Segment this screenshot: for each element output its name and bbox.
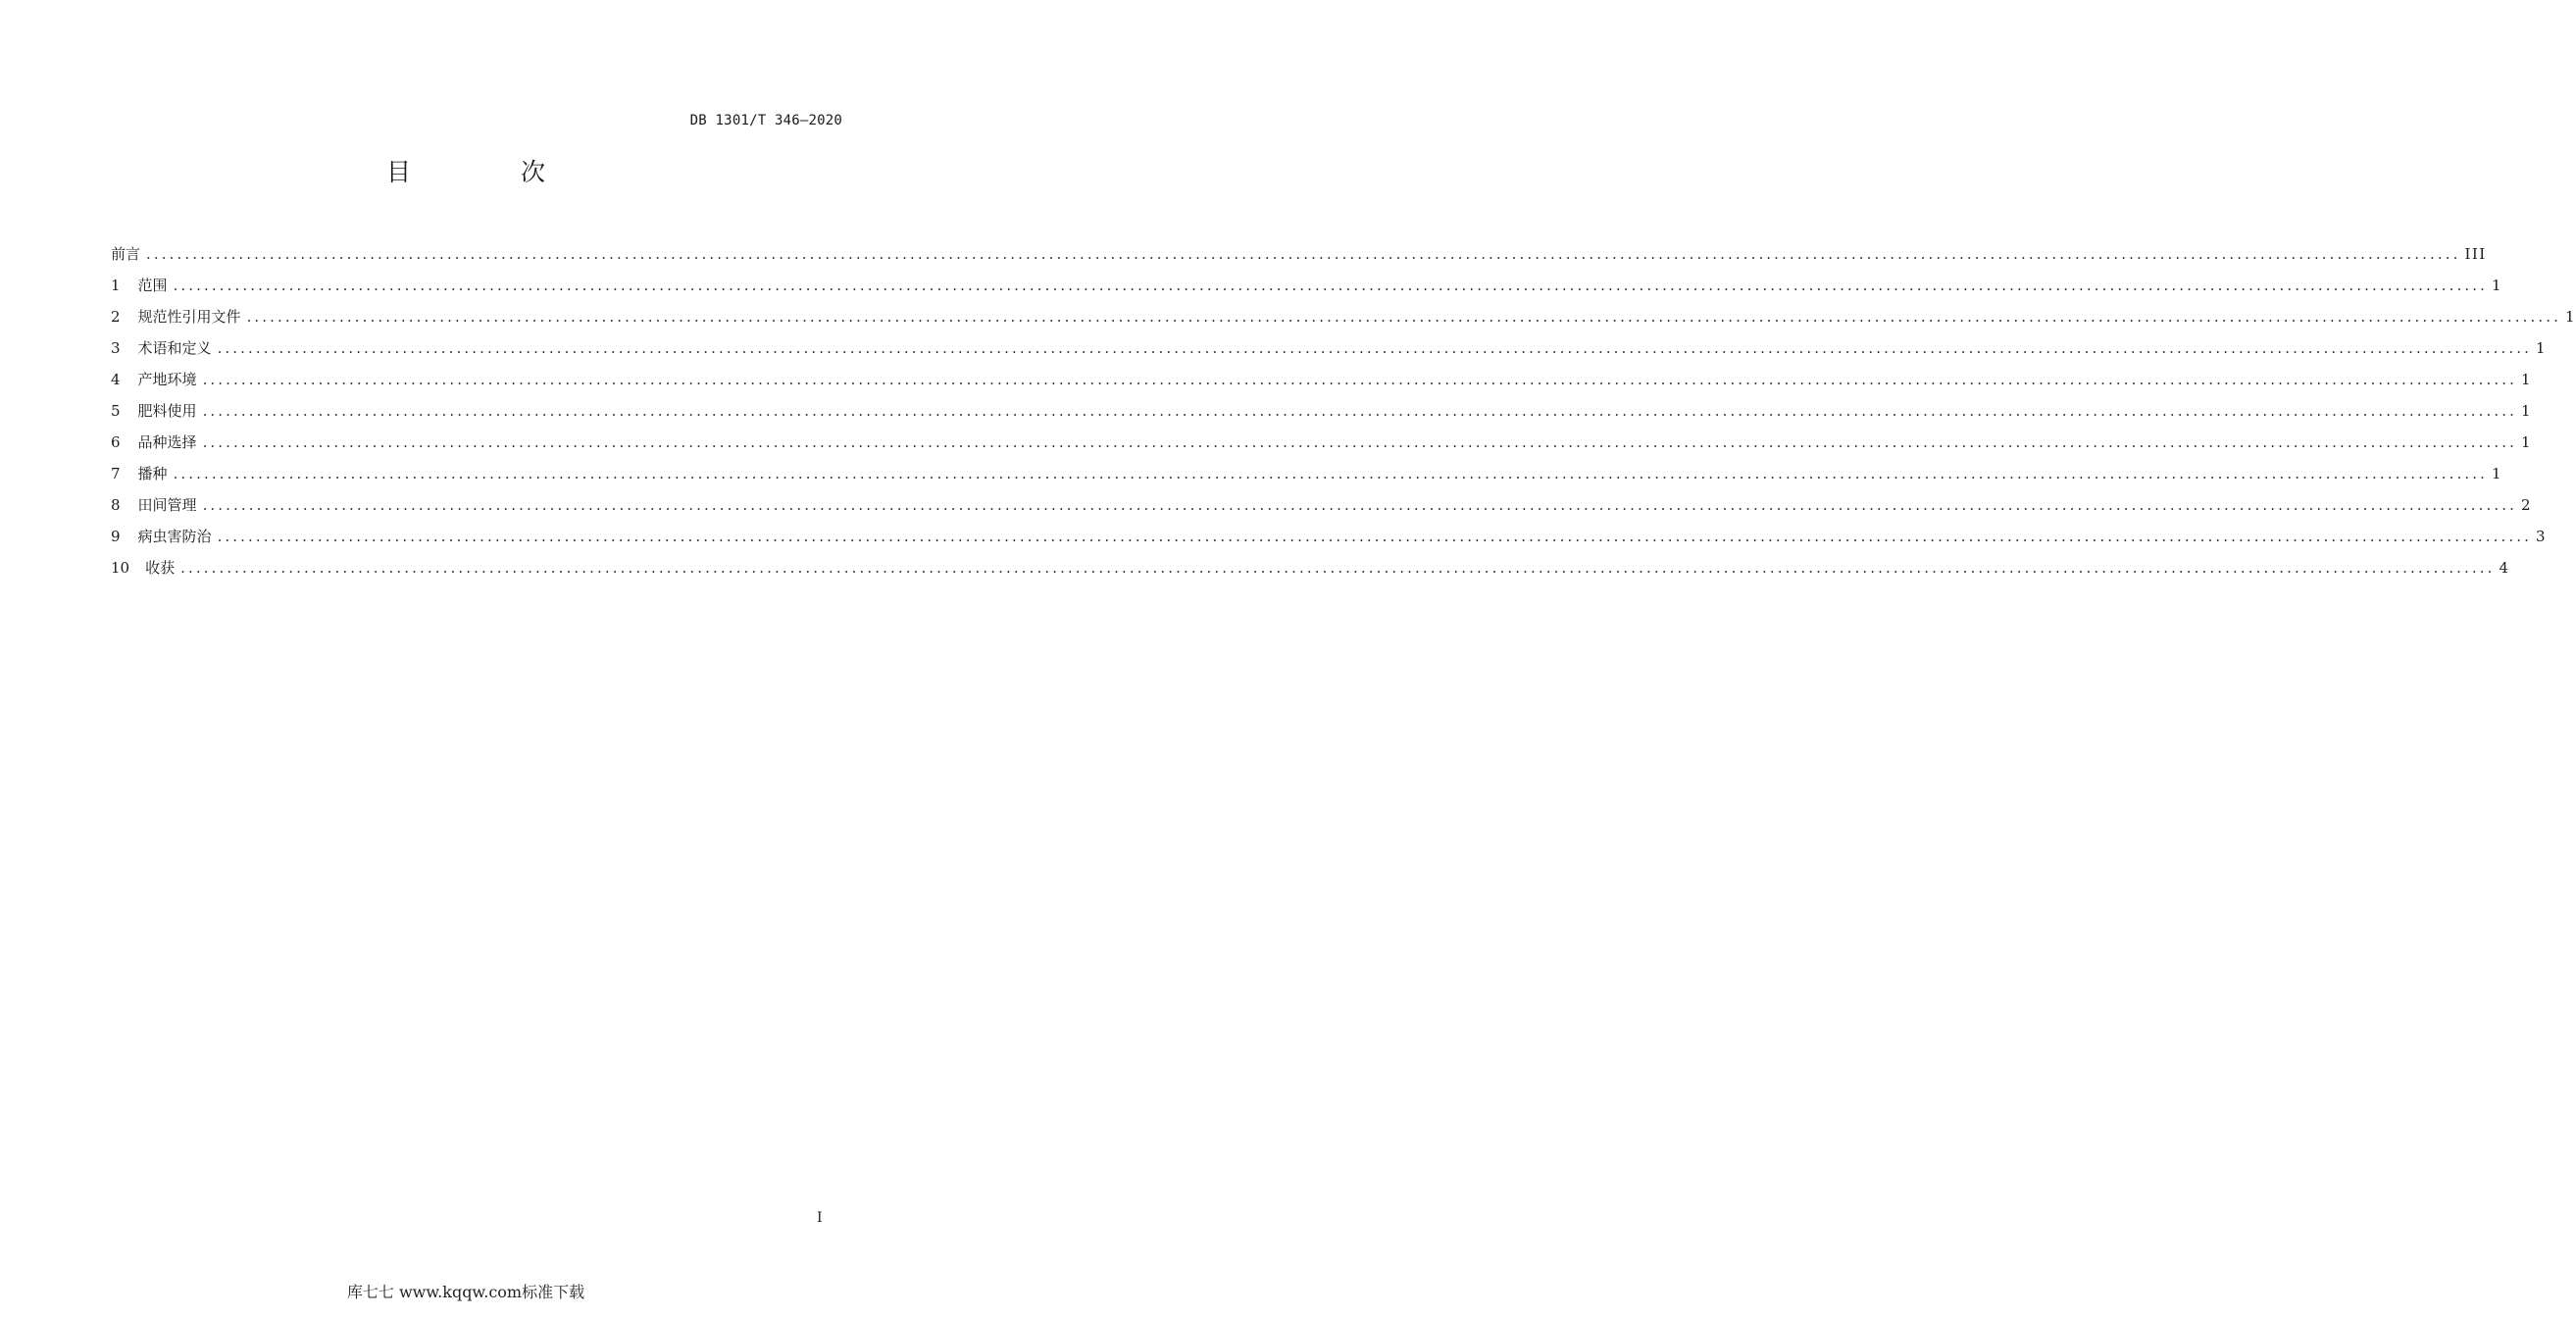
standard-code: DB 1301/T 346—2020 xyxy=(689,113,842,128)
toc-entry[interactable] xyxy=(111,238,2487,270)
toc-entry[interactable] xyxy=(111,395,2533,427)
toc-entry-page: III xyxy=(2464,245,2487,263)
toc-entry-number: 9 xyxy=(111,528,121,545)
toc-entry-number: 1 xyxy=(111,277,121,294)
watermark-text: 库七七 www.kqqw.com标准下载 xyxy=(346,1283,585,1301)
toc-leader-dots: ............................................................................................................................................................................................................................................................................................................ xyxy=(202,433,2517,451)
toc-entry[interactable] xyxy=(111,364,2533,395)
toc-entry-label: 品种选择 xyxy=(137,433,197,451)
toc-entry-number: 6 xyxy=(111,433,121,451)
toc-leader-dots: ............................................................................................................................................................................................................................................................................................................ xyxy=(217,528,2532,545)
toc-entry-page: 3 xyxy=(2535,528,2548,545)
toc-leader-dots: ............................................................................................................................................................................................................................................................................................................ xyxy=(202,496,2517,514)
toc-entry-number: 8 xyxy=(111,496,121,514)
toc-entry-label: 肥料使用 xyxy=(137,402,197,420)
toc-entry-page: 2 xyxy=(2520,496,2533,514)
toc-entry-number: 10 xyxy=(111,559,130,577)
toc-entry-number: 2 xyxy=(111,308,121,326)
toc-leader-dots: ............................................................................................................................................................................................................................................................................................................ xyxy=(173,277,2488,294)
toc-entry-label: 播种 xyxy=(137,465,168,482)
page-number: I xyxy=(817,1210,823,1226)
toc-leader-dots: ............................................................................................................................................................................................................................................................................................................ xyxy=(246,308,2561,326)
toc-entry-number: 4 xyxy=(111,371,121,388)
toc-entry[interactable] xyxy=(111,552,2510,583)
toc-entry[interactable] xyxy=(111,301,2576,332)
toc-entry-label: 病虫害防治 xyxy=(137,528,212,545)
toc-entry-label: 术语和定义 xyxy=(137,339,212,357)
toc-entry-number: 5 xyxy=(111,402,121,420)
toc-entry-page: 1 xyxy=(2491,277,2503,294)
toc-entry-page: 4 xyxy=(2499,559,2510,577)
toc-entry-label: 规范性引用文件 xyxy=(137,308,241,326)
toc-entry[interactable] xyxy=(111,521,2548,552)
toc-entry-label: 收获 xyxy=(145,559,176,577)
toc-entry-page: 1 xyxy=(2520,433,2533,451)
toc-leader-dots: ............................................................................................................................................................................................................................................................................................................ xyxy=(173,465,2488,482)
toc-entry-number: 7 xyxy=(111,465,121,482)
toc-entry-page: 1 xyxy=(2535,339,2548,357)
toc-entry-label: 前言 xyxy=(111,245,141,263)
toc-entry-label: 范围 xyxy=(137,277,168,294)
toc-entry[interactable] xyxy=(111,427,2533,458)
toc-entry-page: 1 xyxy=(2520,371,2533,388)
toc-entry[interactable] xyxy=(111,332,2548,364)
toc-leader-dots: ............................................................................................................................................................................................................................................................................................................ xyxy=(202,371,2517,388)
toc-leader-dots: ............................................................................................................................................................................................................................................................................................................ xyxy=(146,245,2461,263)
toc-entry-page: 1 xyxy=(2520,402,2533,420)
page-title: 目 次 xyxy=(386,158,596,186)
toc-entry-page: 1 xyxy=(2491,465,2503,482)
toc-entry[interactable] xyxy=(111,458,2503,489)
toc-leader-dots: ............................................................................................................................................................................................................................................................................................................ xyxy=(180,559,2496,577)
toc-leader-dots: ............................................................................................................................................................................................................................................................................................................ xyxy=(217,339,2532,357)
toc-leader-dots: ............................................................................................................................................................................................................................................................................................................ xyxy=(202,402,2517,420)
toc-entry-label: 产地环境 xyxy=(137,371,197,388)
toc-entry[interactable] xyxy=(111,270,2503,301)
toc-entry[interactable] xyxy=(111,489,2533,521)
toc-entry-page: 1 xyxy=(2564,308,2576,326)
toc-entry-label: 田间管理 xyxy=(137,496,197,514)
table-of-contents xyxy=(111,238,2576,583)
toc-entry-number: 3 xyxy=(111,339,121,357)
